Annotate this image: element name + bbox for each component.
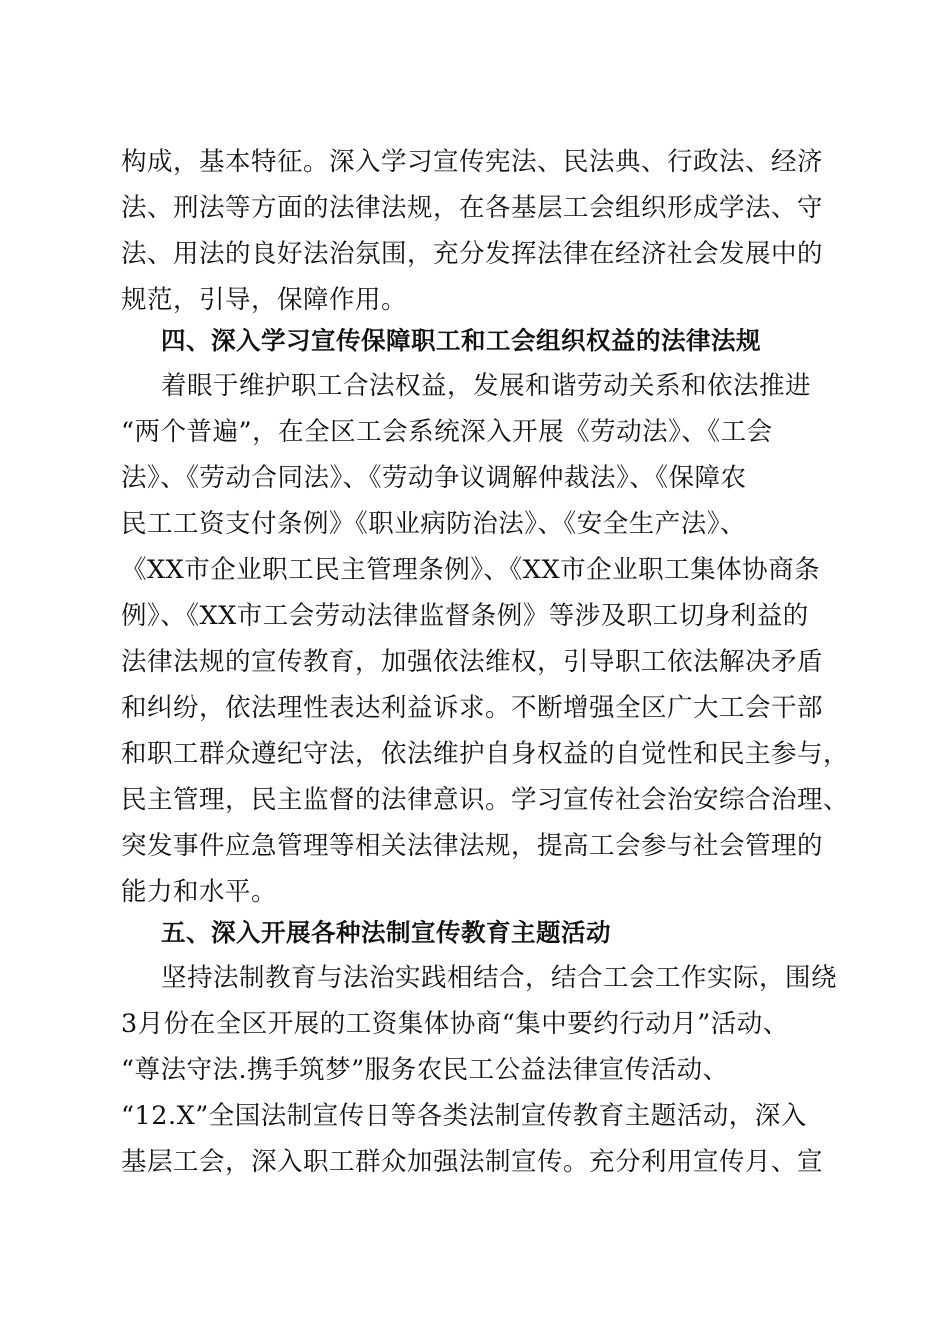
paragraph-line: 《XX市企业职工民主管理条例》、《XX市企业职工集体协商条 (121, 555, 821, 585)
paragraph-line: “两个普遍”，在全区工会系统深入开展《劳动法》、《工会 (121, 417, 773, 447)
paragraph-line: 能力和水平。 (121, 877, 278, 907)
paragraph-line: 民工工资支付条例》《职业病防治法》、《安全生产法》、 (121, 509, 747, 539)
paragraph-line: 法》、《劳动合同法》、《劳动争议调解仲裁法》、《保障农 (121, 463, 747, 493)
paragraph-line: 基层工会，深入职工群众加强法制宣传。充分利用宣传月、宣 (121, 1147, 824, 1177)
paragraph-line: “12.X”全国法制宣传日等各类法制宣传教育主题活动，深入 (121, 1101, 807, 1131)
paragraph-line: 构成，基本特征。深入学习宣传宪法、民法典、行政法、经济 (121, 147, 824, 177)
paragraph-line: 坚持法制教育与法治实践相结合，结合工会工作实际，围绕 (161, 963, 838, 993)
paragraph-line: 着眼于维护职工合法权益，发展和谐劳动关系和依法推进 (161, 371, 812, 401)
paragraph-line: 民主管理，民主监督的法律意识。学习宣传社会治安综合治理、 (121, 785, 850, 815)
paragraph-line: 规范，引导，保障作用。 (121, 285, 408, 315)
paragraph-line: 3月份在全区开展的工资集体协商“集中要约行动月”活动、 (121, 1009, 789, 1039)
section-heading: 四、深入学习宣传保障职工和工会组织权益的法律法规 (161, 326, 761, 355)
paragraph-line: 法律法规的宣传教育，加强依法维权，引导职工依法解决矛盾 (121, 647, 824, 677)
paragraph-line: 法、用法的良好法治氛围，充分发挥法律在经济社会发展中的 (121, 239, 824, 269)
paragraph-line: 法、刑法等方面的法律法规，在各基层工会组织形成学法、守 (121, 193, 824, 223)
section-heading: 五、深入开展各种法制宣传教育主题活动 (161, 918, 611, 947)
paragraph-line: “尊法守法.携手筑梦”服务农民工公益法律宣传活动、 (121, 1055, 729, 1085)
paragraph-line: 和职工群众遵纪守法，依法维护自身权益的自觉性和民主参与， (121, 739, 850, 769)
paragraph-line: 突发事件应急管理等相关法律法规，提高工会参与社会管理的 (121, 831, 824, 861)
paragraph-line: 和纠纷，依法理性表达利益诉求。不断增强全区广大工会干部 (121, 693, 824, 723)
paragraph-line: 例》、《XX市工会劳动法律监督条例》等涉及职工切身利益的 (121, 601, 809, 631)
